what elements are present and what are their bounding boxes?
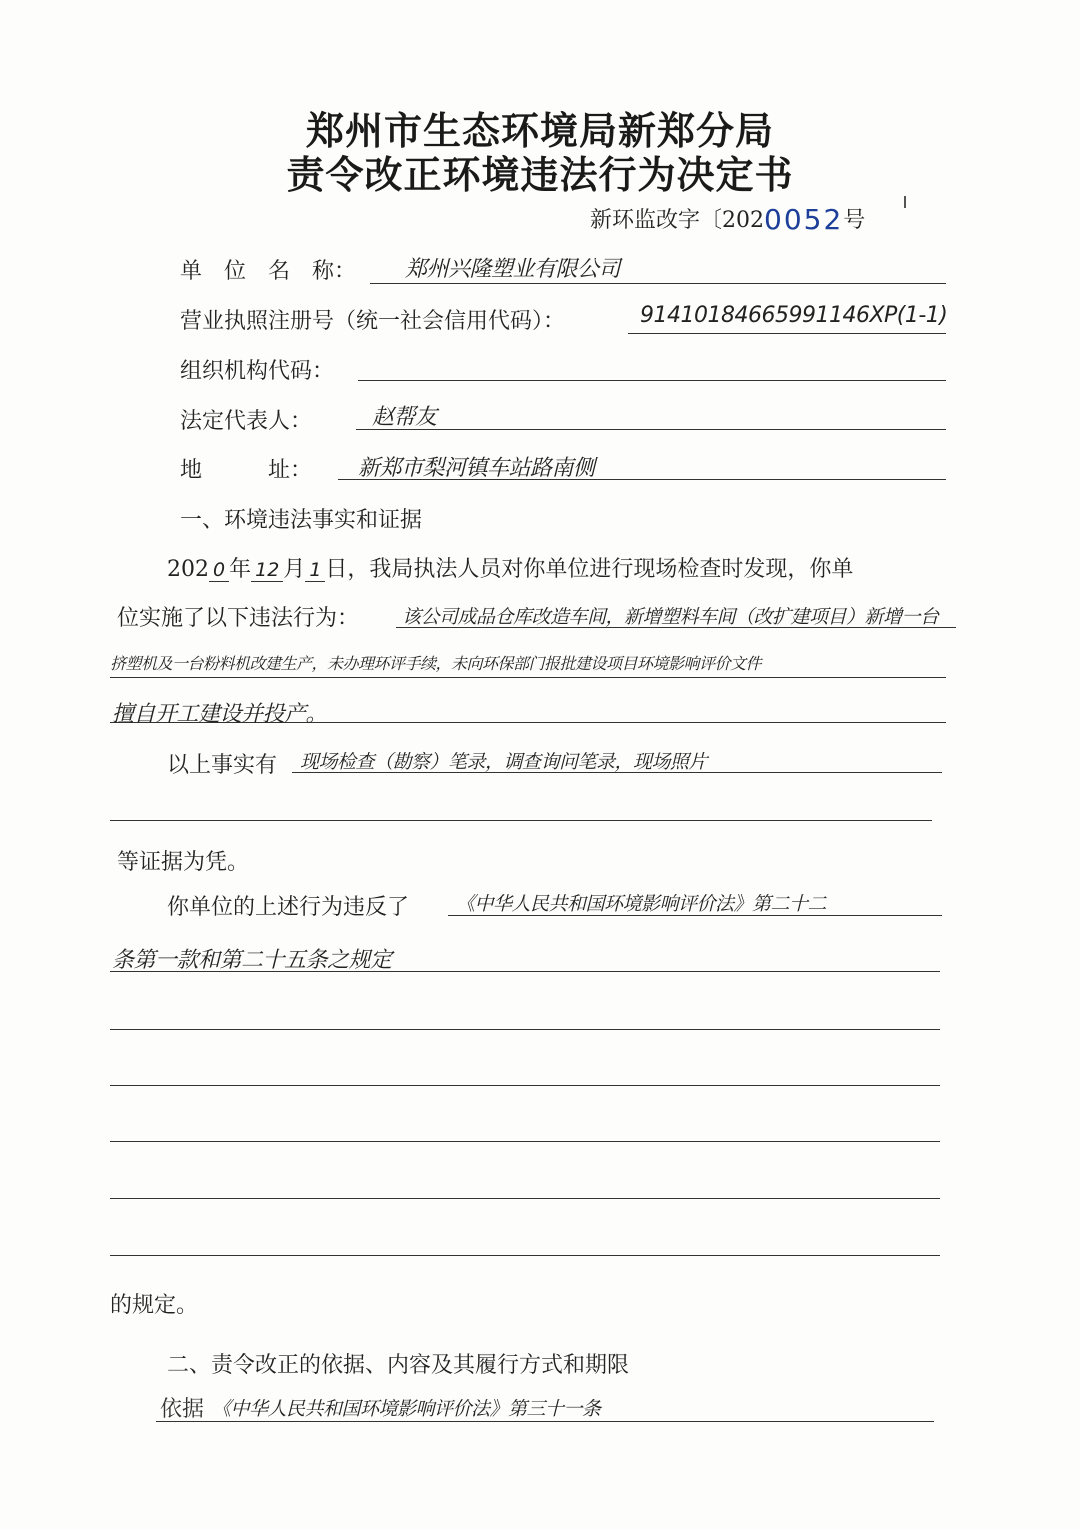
scan-mark xyxy=(904,196,906,208)
unit-name-value: 郑州兴隆塑业有限公司 xyxy=(405,257,621,282)
violation-line1-part1: 该公司成品仓库改造车间， xyxy=(402,606,625,628)
evidence-value: 现场检查（勘察）笔录，调查询问笔录，现场照片 xyxy=(300,751,708,773)
evidence-underline-2 xyxy=(110,820,932,821)
blank-line-5 xyxy=(110,1255,940,1256)
blank-line-3 xyxy=(110,1141,940,1142)
violation-label: 位实施了以下违法行为： xyxy=(117,606,360,631)
document-title-line2: 责令改正环境违法行为决定书 xyxy=(286,152,794,197)
violation-line1-part2: 新增塑料车间（改扩建项目）新增一台 xyxy=(624,606,939,628)
law-label: 你单位的上述行为违反了 xyxy=(167,895,410,920)
legal-rep-underline xyxy=(356,429,946,430)
basis-underline xyxy=(156,1421,934,1422)
blank-line-2 xyxy=(110,1085,940,1086)
inspection-date-line xyxy=(167,552,853,583)
date-day-suffix: 日，我局执法人员对你单位进行现场检查时发现，你单 xyxy=(325,557,854,582)
unit-name-label: 单 位 名 称： xyxy=(180,259,357,284)
basis-value: 《中华人民共和国环境影响评价法》第三十一条 xyxy=(212,1398,601,1420)
org-code-underline xyxy=(358,380,946,381)
violation-underline-2 xyxy=(110,677,946,678)
docno-prefix: 新环监改字〔202 xyxy=(590,208,764,233)
section2-heading: 二、责令改正的依据、内容及其履行方式和期限 xyxy=(167,1353,630,1378)
law-text-line1: 《中华人民共和国环境影响评价法》第二十二 xyxy=(456,893,827,915)
unit-name-underline xyxy=(370,283,946,284)
evidence-label: 以上事实有 xyxy=(167,753,278,778)
blank-line-1 xyxy=(110,1029,940,1030)
blank-line-4 xyxy=(110,1198,940,1199)
violation-text-line3: 擅自开工建设并投产。 xyxy=(112,702,328,727)
violation-text-line2: 挤塑机及一台粉料机改建生产，未办理环评手续，未向环保部门报批建设项目环境影响评价文件 xyxy=(110,654,762,673)
section1-heading: 一、环境违法事实和证据 xyxy=(180,508,423,533)
date-year-label: 年 xyxy=(229,557,252,582)
date-day: 1 xyxy=(305,559,325,582)
violation-text-line1 xyxy=(402,602,939,629)
address-label: 地 址： xyxy=(180,458,313,483)
date-prefix: 202 xyxy=(167,557,209,582)
evidence-suffix: 等证据为凭。 xyxy=(117,850,250,875)
license-value: 91410184665991146XP(1-1) xyxy=(640,303,948,328)
date-year: 0 xyxy=(209,559,229,582)
law-suffix: 的规定。 xyxy=(110,1293,199,1318)
law-text-line2: 条第一款和第二十五条之规定 xyxy=(112,948,392,973)
document-title-line1: 郑州市生态环境局新郑分局 xyxy=(305,108,774,153)
docno-stamp: 0052 xyxy=(764,203,844,236)
legal-rep-value: 赵帮友 xyxy=(372,405,437,430)
license-label: 营业执照注册号（统一社会信用代码）： xyxy=(180,309,566,334)
date-month: 12 xyxy=(251,559,283,582)
basis-label: 依据 xyxy=(160,1397,205,1422)
license-underline xyxy=(628,333,946,334)
document-number xyxy=(590,203,865,236)
legal-rep-label: 法定代表人： xyxy=(180,409,313,434)
date-month-label: 月 xyxy=(283,557,306,582)
docno-suffix: 号 xyxy=(843,208,866,233)
address-value: 新郑市梨河镇车站路南侧 xyxy=(358,456,595,481)
org-code-label: 组织机构代码： xyxy=(180,359,335,384)
